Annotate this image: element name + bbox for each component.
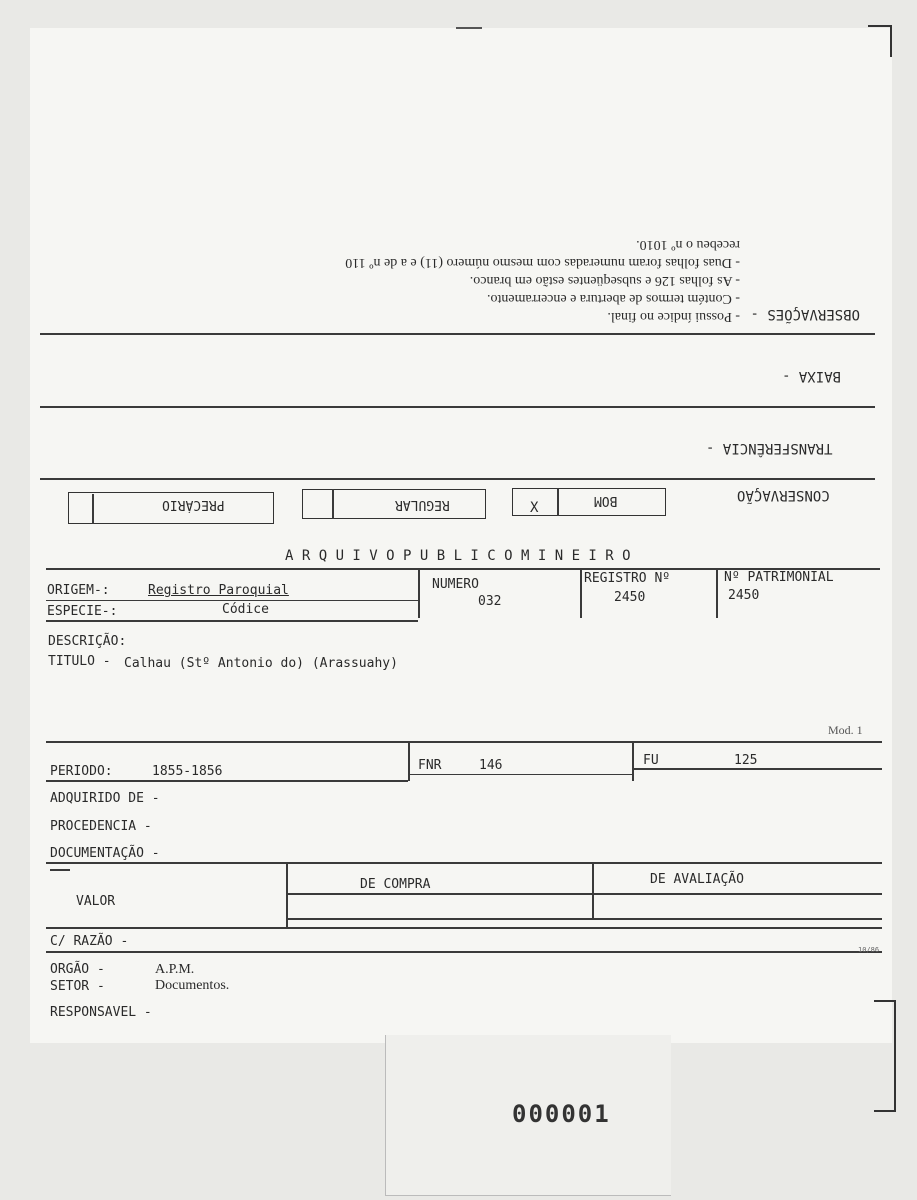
institution-header: A R Q U I V O P U B L I C O M I N E I R O (285, 548, 631, 564)
adquirido-label: ADQUIRIDO DE - (50, 791, 160, 806)
orgao-label: ORGÃO - (50, 962, 105, 977)
divider-baixa (40, 406, 875, 408)
col-div-2 (580, 568, 582, 618)
divider-transf (40, 478, 875, 480)
precario-label: PRECÁRIO (162, 497, 225, 512)
patrimonial-label: Nº PATRIMONIAL (724, 570, 834, 585)
documentacao-label: DOCUMENTAÇÃO - (50, 846, 160, 861)
observation-line-2: - Contém termos de abertura e encerramento. (486, 291, 740, 306)
titulo-label: TITULO - (48, 654, 111, 669)
corner-bracket-top (868, 25, 892, 57)
observation-line-4: - Duas folhas foram numeradas com mesmo número (11) e a de nº 110 (345, 255, 740, 270)
valor-tick (50, 869, 70, 871)
razao-rule (46, 951, 882, 953)
stamp-number: 000001 (512, 1100, 611, 1128)
procedencia-label: PROCEDENCIA - (50, 819, 152, 834)
bom-label: BOM (594, 493, 618, 508)
periodo-top-rule (46, 741, 882, 743)
setor-value: Documentos. (155, 978, 230, 993)
especie-value: Códice (222, 602, 269, 617)
especie-label: ESPECIE-: (47, 604, 118, 619)
observations-block (60, 206, 860, 324)
responsavel-label: RESPONSAVEL - (50, 1005, 152, 1020)
registro-label: REGISTRO Nº (584, 571, 671, 586)
fu-value: 125 (734, 753, 758, 768)
numero-label: NUMERO (432, 577, 479, 592)
periodo-value: 1855-1856 (152, 764, 223, 779)
fu-label: FU (643, 753, 659, 768)
bom-checkmark: X (530, 500, 539, 516)
razao-label: C/ RAZÃO - (50, 934, 129, 949)
fu-rule (632, 768, 882, 770)
valor-top-rule (46, 862, 882, 864)
periodo-rule (46, 780, 408, 782)
index-card (30, 28, 892, 1043)
top-mark (456, 27, 482, 29)
descricao-label: DESCRIÇÃO: (48, 634, 127, 649)
origem-value: Registro Paroquial (148, 583, 289, 598)
col-div-3 (716, 568, 718, 618)
origem-label: ORIGEM-: (47, 583, 110, 598)
periodo-div-1 (408, 741, 410, 781)
periodo-div-2 (632, 741, 634, 781)
observations-label: OBSERVAÇÕES - (750, 306, 860, 322)
print-code: 10/86 (858, 946, 880, 954)
divider-obs (40, 333, 875, 335)
numero-value: 032 (478, 594, 502, 609)
registro-value: 2450 (614, 590, 646, 605)
avaliacao-label: DE AVALIAÇÃO (650, 872, 744, 887)
origem-rule (46, 600, 418, 601)
titulo-value: Calhau (Stº Antonio do) (Arassuahy) (124, 656, 398, 671)
regular-label: REGULAR (395, 497, 450, 512)
baixa-label: BAIXA - (782, 368, 842, 384)
bom-box-divider (557, 488, 559, 516)
valor-div-2 (592, 862, 594, 918)
valor-mid-rule (286, 893, 882, 895)
regular-box-divider (332, 489, 334, 519)
fnr-value: 146 (479, 758, 503, 773)
fnr-rule (408, 774, 632, 775)
conservacao-label: CONSERVAÇÃO (737, 487, 830, 503)
periodo-label: PERIODO: (50, 764, 113, 779)
valor-bottom-rule (286, 918, 882, 920)
precario-box-divider (92, 494, 94, 524)
col-div-1 (418, 568, 420, 618)
orgao-value: A.P.M. (155, 962, 195, 977)
observation-line-5: recebeu o nº 1010. (636, 237, 740, 252)
model-label: Mod. 1 (828, 723, 863, 737)
setor-label: SETOR - (50, 979, 105, 994)
corner-bracket-bottom (874, 1000, 896, 1112)
descricao-rule (46, 620, 418, 622)
compra-label: DE COMPRA (360, 877, 431, 892)
valor-label: VALOR (76, 894, 116, 909)
transferencia-label: TRANSFERÊNCIA - (706, 440, 833, 456)
observation-line-3: - As folhas 126 e subseqüentes estão em branco. (469, 273, 740, 288)
observation-line-1: - Possui índice no final. (607, 309, 740, 324)
razao-top-rule (46, 927, 882, 929)
patrimonial-value: 2450 (728, 588, 760, 603)
fnr-label: FNR (418, 758, 442, 773)
